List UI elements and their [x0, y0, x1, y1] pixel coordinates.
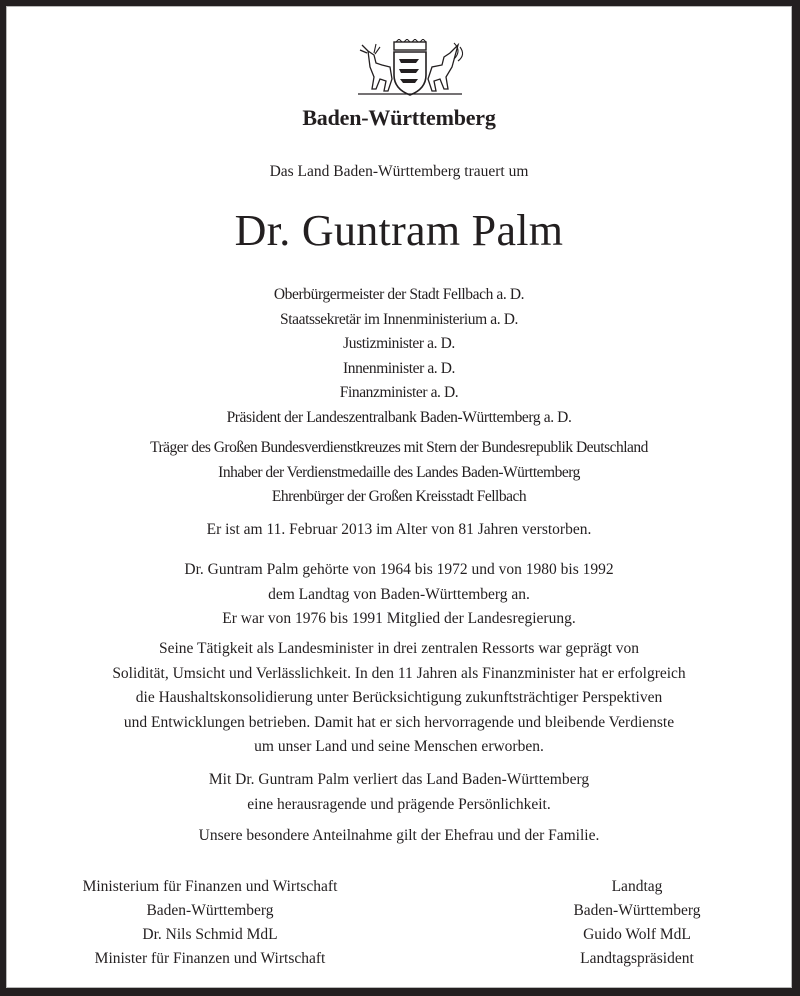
signature-ministry	[55, 875, 365, 971]
signature-line: Dr. Nils Schmid MdL	[142, 926, 278, 943]
title-line: Innenminister a. D.	[342, 359, 456, 377]
paragraph-line: um unser Land und seine Menschen erworben.	[254, 738, 544, 755]
coat-of-arms-icon	[354, 39, 466, 97]
signature-landtag	[547, 875, 727, 971]
paragraph-line: Seine Tätigkeit als Landesminister in drei zentralen Ressorts war geprägt von	[158, 640, 640, 657]
loss-paragraph	[7, 768, 791, 817]
honor-line: Ehrenbürger der Großen Kreisstadt Fellbach	[271, 488, 527, 505]
work-paragraph	[7, 637, 791, 760]
obituary-page	[6, 6, 792, 988]
deceased-name: Dr. Guntram Palm	[234, 206, 564, 255]
intro-text: Das Land Baden-Württemberg trauert um	[269, 163, 529, 180]
signature-line: Guido Wolf MdL	[583, 926, 691, 943]
signature-line: Minister für Finanzen und Wirtschaft	[94, 950, 326, 967]
signature-line: Landtag	[611, 878, 663, 895]
title-line: Staatssekretär im Innenministerium a. D.	[280, 310, 518, 328]
paragraph-line: Dr. Guntram Palm gehörte von 1964 bis 1972 und von 1980 bis 1992	[184, 561, 614, 578]
signature-line: Baden-Württemberg	[146, 902, 274, 919]
landtag-paragraph	[7, 558, 791, 632]
title-line: Finanzminister a. D.	[339, 384, 459, 401]
titles-list	[7, 283, 791, 430]
paragraph-line: Solidität, Umsicht und Verlässlichkeit. In den 11 Jahren als Finanzminister hat er erfolgreich	[112, 664, 686, 682]
signature-line: Baden-Württemberg	[573, 902, 701, 919]
honor-line: Träger des Großen Bundesverdienstkreuzes mit Stern der Bundesrepublik Deutschland	[150, 439, 648, 456]
paragraph-line: die Haushaltskonsolidierung unter Berücksichtigung zukunftsträchtiger Perspektiven	[135, 689, 663, 706]
death-notice: Er ist am 11. Februar 2013 im Alter von 81 Jahren verstorben.	[206, 521, 592, 538]
paragraph-line: Er war von 1976 bis 1991 Mitglied der Landesregierung.	[222, 610, 576, 627]
signature-line: Landtagspräsident	[580, 950, 694, 967]
sympathy-text: Unsere besondere Anteilnahme gilt der Ehefrau und der Familie.	[198, 827, 600, 844]
title-line: Justizminister a. D.	[343, 335, 455, 352]
paragraph-line: dem Landtag von Baden-Württemberg an.	[268, 585, 530, 603]
honors-list	[7, 436, 791, 510]
paragraph-line: eine herausragende und prägende Persönlichkeit.	[247, 795, 551, 813]
title-line: Oberbürgermeister der Stadt Fellbach a. D.	[273, 286, 525, 303]
paragraph-line: und Entwicklungen betrieben. Damit hat er sich hervorragende und bleibende Verdienste	[123, 713, 675, 731]
signature-line: Ministerium für Finanzen und Wirtschaft	[82, 878, 338, 895]
paragraph-line: Mit Dr. Guntram Palm verliert das Land Baden-Württemberg	[208, 771, 590, 788]
state-name: Baden-Württemberg	[302, 105, 496, 130]
honor-line: Inhaber der Verdienstmedaille des Landes Baden-Württemberg	[218, 463, 580, 481]
title-line: Präsident der Landeszentralbank Baden-Württemberg a. D.	[226, 408, 572, 426]
